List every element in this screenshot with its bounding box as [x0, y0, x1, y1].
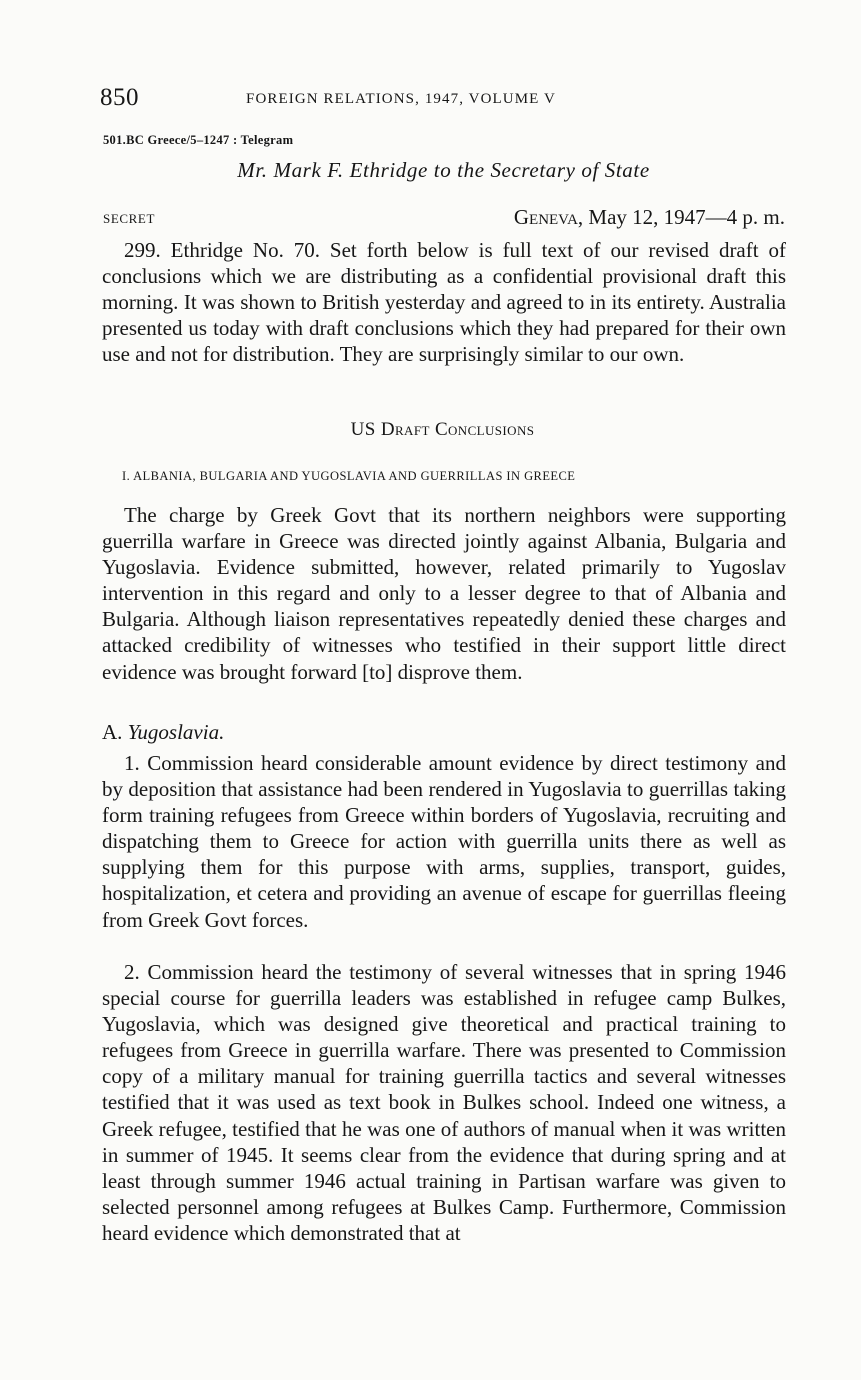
charge-paragraph: The charge by Greek Govt that its northern neighbors were supporting guerrilla warfare in Greece was directed jointly against Albania, Bulgaria and Yugoslavia. Evidence submitted, however, related primarily to Yugoslav intervention in this regard and only to a lesser degree to that of Albania and Bulgaria. Although liaison representatives repeatedly denied these charges and attacked credibility of witnesses who testified in their support little direct evidence was brought forward [to] disprove them.	[102, 503, 786, 684]
page-number: 850	[100, 84, 139, 111]
section-title: US Draft Conclusions	[350, 419, 535, 440]
file-reference: 501.BC Greece/5–1247 : Telegram	[103, 133, 294, 147]
subsection-title: I. ALBANIA, BULGARIA AND YUGOSLAVIA AND GUERRILLAS IN GREECE	[122, 469, 576, 483]
subsection-letter: A.	[102, 720, 123, 744]
running-head: FOREIGN RELATIONS, 1947, VOLUME V	[246, 91, 556, 107]
classification-label: SECRET	[103, 211, 155, 226]
intro-paragraph: 299. Ethridge No. 70. Set forth below is full text of our revised draft of conclusions which we are distributing as a confidential provisional draft this morning. It was shown to British yesterday and agreed to in its entirety. Australia presented us today with draft conclusions which they had prepared for their own use and not for distribution. They are surprisingly similar to our own.	[102, 238, 786, 367]
dateline-place: Geneva	[513, 205, 578, 229]
subsection-label	[102, 720, 224, 745]
point-1-paragraph: 1. Commission heard considerable amount evidence by direct testimony and by deposition that assistance had been rendered in Yugoslavia to guerrillas taking form training refugees from Greece within borders of Yugoslavia, recruiting and dispatching them to Greece for action with guerrilla units there as well as supplying them for this purpose with arms, supplies, transport, guides, hospitalization, et cetera and providing an avenue of escape for guerrillas fleeing from Greek Govt forces.	[102, 751, 786, 932]
point-2-paragraph: 2. Commission heard the testimony of several witnesses that in spring 1946 special course for guerrilla leaders was established in refugee camp Bulkes, Yugoslavia, which was designed give theoretical and practical training to refugees from Greece in guerrilla warfare. There was presented to Commission copy of a military manual for training guerrilla tactics and several witnesses testified that it was used as text book in Bulkes school. Indeed one witness, a Greek refugee, testified that he was one of authors of manual when it was written in summer of 1945. It seems clear from the evidence that during spring and at least through summer 1946 actual training in Partisan warfare was given to selected personnel among refugees at Bulkes Camp. Furthermore, Commission heard evidence which demonstrated that at	[102, 960, 786, 1245]
document-title: Mr. Mark F. Ethridge to the Secretary of State	[237, 158, 650, 182]
dateline	[514, 205, 785, 230]
dateline-date: , May 12, 1947—4 p. m.	[577, 205, 785, 229]
subsection-name: Yugoslavia.	[127, 720, 225, 744]
